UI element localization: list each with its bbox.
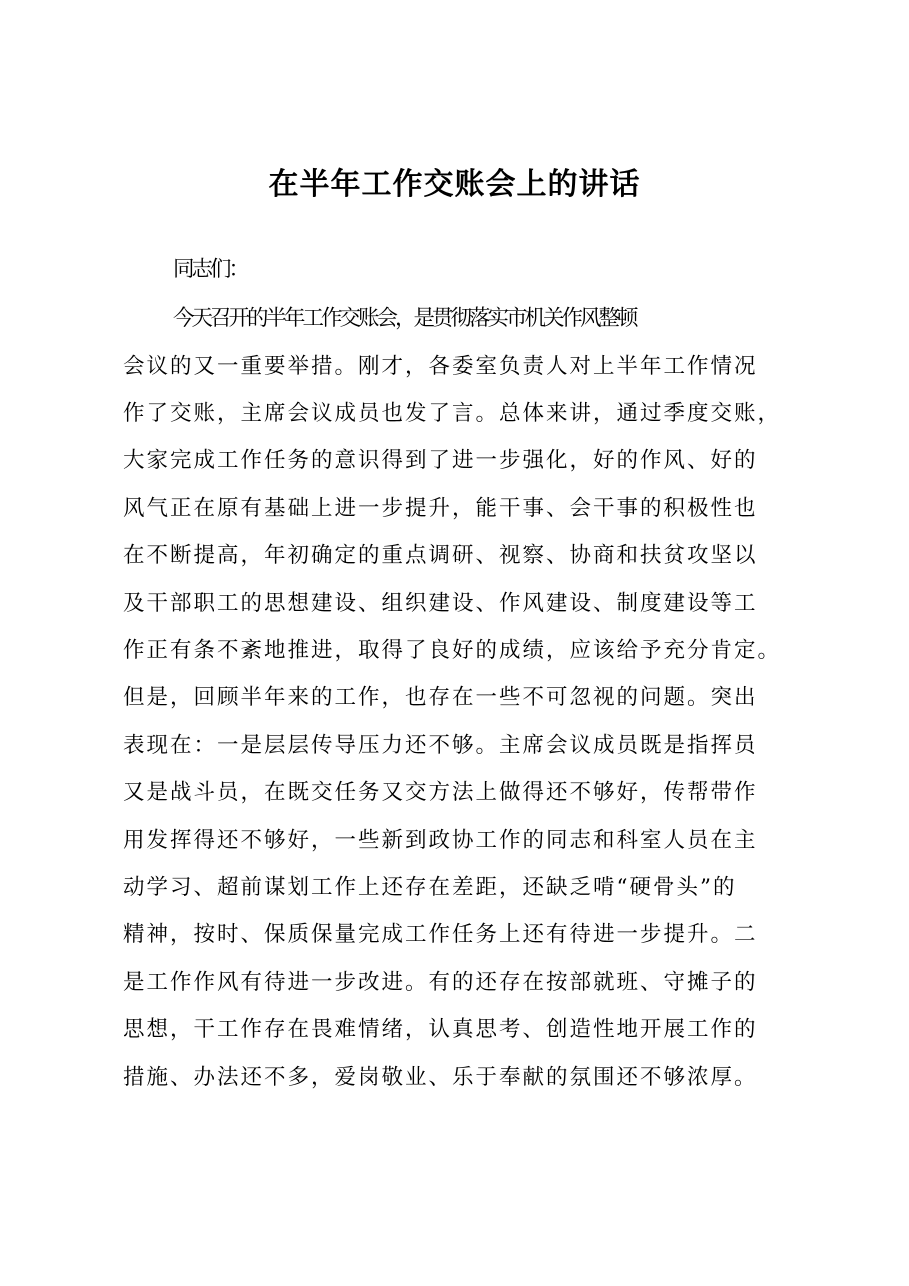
paragraph-line: 会议的又一重要举措。刚才，各委室负责人对上半年工作情况 [123, 354, 758, 379]
paragraph-line: 精神，按时、保质保量完成工作任务上还有待进一步提升。二 [123, 922, 758, 947]
paragraph-line: 表现在：一是层层传导压力还不够。主席会议成员既是指挥员 [123, 733, 758, 758]
paragraph-line: 用发挥得还不够好，一些新到政协工作的同志和科室人员在主 [123, 828, 758, 853]
paragraph-line: 但是，回顾半年来的工作，也存在一些不可忽视的问题。突出 [123, 685, 758, 710]
paragraph-line: 在不断提高，年初确定的重点调研、视察、协商和扶贫攻坚以 [123, 543, 758, 568]
paragraph-line: 是工作作风有待进一步改进。有的还存在按部就班、守摊子的 [123, 970, 758, 995]
paragraph-line: 又是战斗员，在既交任务又交方法上做得还不够好，传帮带作 [123, 780, 758, 805]
paragraph-line: 措施、办法还不多，爱岗敬业、乐于奉献的氛围还不够浓厚。 [123, 1065, 758, 1090]
paragraph-line: 及干部职工的思想建设、组织建设、作风建设、制度建设等工 [123, 591, 758, 616]
paragraph-line: 今天召开的半年工作交账会，是贯彻落实市机关作风整顿 [173, 306, 636, 331]
paragraph-line: 作正有条不紊地推进，取得了良好的成绩，应该给予充分肯定。 [123, 638, 782, 663]
paragraph-line: 思想，干工作存在畏难情绪，认真思考、创造性地开展工作的 [123, 1017, 758, 1042]
paragraph-line: 大家完成工作任务的意识得到了进一步强化，好的作风、好的 [123, 448, 758, 473]
paragraph-line: 作了交账，主席会议成员也发了言。总体来讲，通过季度交账， [123, 401, 782, 426]
paragraph-line: 动学习、超前谋划工作上还存在差距，还缺乏啃“硬骨头”的 [123, 875, 737, 900]
document-title: 在半年工作交账会上的讲话 [268, 167, 641, 202]
salutation: 同志们： [173, 257, 248, 282]
paragraph-line: 风气正在原有基础上进一步提升，能干事、会干事的积极性也 [123, 496, 758, 521]
